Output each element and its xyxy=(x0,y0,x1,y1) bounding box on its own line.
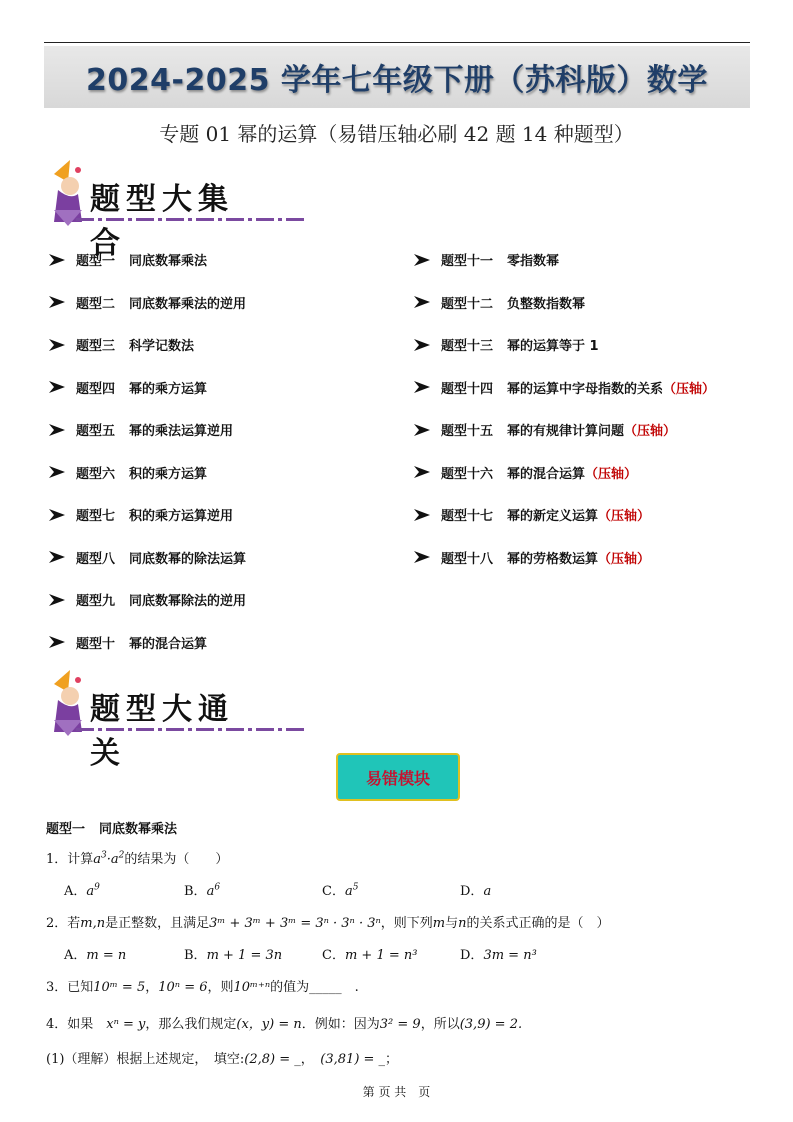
arrow-bullet-icon xyxy=(413,423,431,437)
q2-mid: 是正整数，且满足 xyxy=(105,916,210,931)
option-expr: 3m = n³ xyxy=(483,948,537,963)
toc-item-number: 题型三 xyxy=(76,339,116,354)
q3-expr2: 10ⁿ = 6 xyxy=(158,980,208,995)
banner-practice-text: 题型大通关 xyxy=(90,692,234,771)
toc-item-name: 幂的运算等于 1 xyxy=(507,339,599,354)
q2-option[interactable] xyxy=(460,944,537,963)
toc-item-number: 题型七 xyxy=(76,509,116,524)
option-label: A． xyxy=(64,948,87,963)
toc-item-number: 题型九 xyxy=(76,594,116,609)
toc-item-number: 题型一 xyxy=(76,254,116,269)
toc-item[interactable] xyxy=(48,420,233,439)
option-expr xyxy=(345,884,359,899)
toc-item-name: 幂的新定义运算 xyxy=(507,509,599,524)
q3-sep: ， xyxy=(145,980,159,995)
module-label: 易错模块 xyxy=(336,753,460,801)
q1-option[interactable] xyxy=(64,880,100,899)
toc-item[interactable] xyxy=(413,505,650,524)
q3-expr1: 10ᵐ = 5 xyxy=(93,980,146,995)
toc-item-name: 负整数指数幂 xyxy=(507,296,586,312)
toc-item-number: 题型二 xyxy=(76,296,116,312)
arrow-bullet-icon xyxy=(413,465,431,479)
arrow-bullet-icon xyxy=(48,380,66,394)
option-exp: 6 xyxy=(214,882,221,893)
option-expr xyxy=(207,884,221,899)
option-expr: m + 1 = 3n xyxy=(206,948,283,963)
toc-item[interactable] xyxy=(413,293,585,312)
q3-prefix: 3．已知 xyxy=(46,980,94,995)
arrow-bullet-icon xyxy=(48,550,66,564)
toc-item-name: 积的乘方运算 xyxy=(129,466,208,482)
q1-expr: $a^3\cdot a^2$ xyxy=(93,850,125,867)
toc-item-name: 幂的乘法运算逆用 xyxy=(129,424,234,439)
toc-item-number: 题型十二 xyxy=(441,296,494,312)
toc-item-number: 题型八 xyxy=(76,551,116,567)
option-label: D． xyxy=(460,884,484,899)
toc-item-number: 题型四 xyxy=(76,381,116,397)
toc-item-name: 同底数幂乘法 xyxy=(129,254,208,269)
toc-item-tag: （压轴） xyxy=(624,424,677,439)
question-1 xyxy=(46,848,228,867)
banner-underline xyxy=(76,218,308,221)
question-2 xyxy=(46,912,610,931)
question-4-part-1 xyxy=(46,1048,398,1067)
toc-item-name: 科学记数法 xyxy=(129,339,195,354)
q4-expr4: (3,9) = 2. xyxy=(459,1017,523,1032)
option-expr xyxy=(483,884,491,899)
q3-suffix: 的值为_____ . xyxy=(270,980,359,995)
toc-item-tag: （压轴） xyxy=(585,466,638,482)
toc-item-name: 零指数幂 xyxy=(507,254,560,269)
toc-item-number: 题型十七 xyxy=(441,509,494,524)
arrow-bullet-icon xyxy=(413,550,431,564)
q4-1-sep: ， xyxy=(300,1052,321,1067)
banner-underline xyxy=(76,728,308,731)
arrow-bullet-icon xyxy=(48,508,66,522)
q2-n: n xyxy=(458,916,467,931)
section-num: 题型一 xyxy=(46,822,86,837)
q2-mid2: ，则下列 xyxy=(380,916,433,931)
q4-expr2: (x，y) = n xyxy=(236,1017,302,1032)
arrow-bullet-icon xyxy=(413,380,431,394)
question-3 xyxy=(46,976,359,995)
option-exp: 9 xyxy=(94,882,100,893)
option-expr xyxy=(86,884,100,899)
title-bar xyxy=(44,46,750,108)
arrow-bullet-icon xyxy=(48,295,66,309)
option-base: a xyxy=(483,884,492,899)
toc-item[interactable] xyxy=(413,548,650,567)
arrow-bullet-icon xyxy=(413,295,431,309)
q2-vars: m,n xyxy=(80,916,106,931)
toc-item[interactable] xyxy=(413,335,599,354)
toc-item-number: 题型六 xyxy=(76,466,116,482)
q1-suffix: 的结果为（ ） xyxy=(124,852,229,867)
toc-item-name: 幂的混合运算 xyxy=(129,636,208,652)
toc-item-name: 幂的混合运算 xyxy=(507,466,586,482)
toc-item[interactable] xyxy=(48,633,207,652)
question-4 xyxy=(46,1013,522,1032)
q3-expr3: 10ᵐ⁺ⁿ xyxy=(233,980,271,995)
q1-option[interactable] xyxy=(322,880,358,899)
banner-collection-text: 题型大集合 xyxy=(90,182,234,261)
q4-expr3: 3² = 9 xyxy=(379,1017,421,1032)
arrow-bullet-icon xyxy=(48,635,66,649)
toc-item[interactable] xyxy=(413,250,559,269)
toc-item-name: 幂的运算中字母指数的关系 xyxy=(507,381,664,397)
toc-item[interactable] xyxy=(48,463,207,482)
toc-item[interactable] xyxy=(48,335,194,354)
toc-item[interactable] xyxy=(48,505,233,524)
toc-item-tag: （压轴） xyxy=(663,381,716,397)
q4-1-text: (1)（理解）根据上述规定， 填空: xyxy=(46,1052,245,1067)
arrow-bullet-icon xyxy=(413,338,431,352)
toc-item-number: 题型十三 xyxy=(441,339,494,354)
toc-item-name: 幂的乘方运算 xyxy=(129,381,208,397)
toc-item-number: 题型五 xyxy=(76,424,116,439)
subtitle: 专题 01 幂的运算（易错压轴必刷 42 题 14 种题型） xyxy=(159,122,634,146)
option-base: a xyxy=(206,884,215,899)
toc-item[interactable] xyxy=(413,463,637,482)
toc-item-name: 同底数幂乘法的逆用 xyxy=(129,296,247,312)
q4-mid3: ，所以 xyxy=(420,1017,460,1032)
top-rule xyxy=(44,42,750,43)
toc-item-name: 积的乘方运算逆用 xyxy=(129,509,234,524)
option-label: D． xyxy=(460,948,484,963)
option-label: C． xyxy=(322,884,345,899)
q2-equation: 3ᵐ + 3ᵐ + 3ᵐ = 3ⁿ · 3ⁿ · 3ⁿ xyxy=(209,916,381,931)
q2-option[interactable] xyxy=(184,944,282,963)
q2-option[interactable] xyxy=(322,944,417,963)
toc-item-name: 同底数幂除法的逆用 xyxy=(129,594,247,609)
option-label: C． xyxy=(322,948,345,963)
arrow-bullet-icon xyxy=(48,465,66,479)
q2-prefix: 2．若 xyxy=(46,916,81,931)
q1-prefix: 1．计算 xyxy=(46,852,94,867)
toc-item[interactable] xyxy=(48,590,246,609)
section-heading xyxy=(46,818,177,837)
q2-and: 与 xyxy=(445,916,459,931)
toc-item-number: 题型十八 xyxy=(441,551,494,567)
q2-m: m xyxy=(432,916,446,931)
option-exp: 5 xyxy=(352,882,359,893)
q1-option[interactable] xyxy=(184,880,220,899)
banner-practice xyxy=(48,670,268,771)
banner-collection xyxy=(48,160,268,261)
arrow-bullet-icon xyxy=(48,253,66,267)
toc-item-number: 题型十五 xyxy=(441,424,494,439)
q2-option[interactable] xyxy=(64,944,126,963)
toc-item-tag: （压轴） xyxy=(598,551,651,567)
toc-item[interactable] xyxy=(48,548,246,567)
toc-item[interactable] xyxy=(48,250,207,269)
q4-1-expr2: (3,81) = _ xyxy=(320,1052,386,1067)
q3-mid: ，则 xyxy=(207,980,234,995)
toc-item-number: 题型十 xyxy=(76,636,116,652)
arrow-bullet-icon xyxy=(48,423,66,437)
page-title: 2024-2025 学年七年级下册（苏科版）数学 xyxy=(86,63,708,98)
toc-item-number: 题型十六 xyxy=(441,466,494,482)
q2-suffix: 的关系式正确的是（ ） xyxy=(466,916,610,931)
section-name: 同底数幂乘法 xyxy=(99,822,178,837)
option-base: a xyxy=(344,884,353,899)
arrow-bullet-icon xyxy=(413,508,431,522)
arrow-bullet-icon xyxy=(48,338,66,352)
q4-expr1: xⁿ = y xyxy=(106,1017,146,1032)
option-label: A． xyxy=(64,884,87,899)
option-base: a xyxy=(86,884,95,899)
toc-item[interactable] xyxy=(413,378,715,397)
q4-mid2: ．例如：因为 xyxy=(301,1017,380,1032)
toc-item-tag: （压轴） xyxy=(598,509,651,524)
toc-item-name: 幂的劳格数运算 xyxy=(507,551,599,567)
option-label: B． xyxy=(184,884,207,899)
q1-option[interactable] xyxy=(460,880,491,899)
arrow-bullet-icon xyxy=(413,253,431,267)
q4-1-expr1: (2,8) = _ xyxy=(244,1052,301,1067)
q4-mid: ，那么我们规定 xyxy=(145,1017,237,1032)
toc-item[interactable] xyxy=(48,378,207,397)
toc-item[interactable] xyxy=(413,420,676,439)
toc-item-name: 幂的有规律计算问题 xyxy=(507,424,625,439)
option-expr: m = n xyxy=(86,948,127,963)
page-footer: 第 页 共 页 xyxy=(362,1085,431,1099)
q4-prefix: 4．如果 xyxy=(46,1017,107,1032)
q4-1-end: ； xyxy=(385,1052,399,1067)
toc-item-name: 同底数幂的除法运算 xyxy=(129,551,247,567)
toc-item-number: 题型十一 xyxy=(441,254,494,269)
option-expr: m + 1 = n³ xyxy=(344,948,418,963)
toc-item-number: 题型十四 xyxy=(441,381,494,397)
option-label: B． xyxy=(184,948,207,963)
arrow-bullet-icon xyxy=(48,593,66,607)
toc-item[interactable] xyxy=(48,293,246,312)
